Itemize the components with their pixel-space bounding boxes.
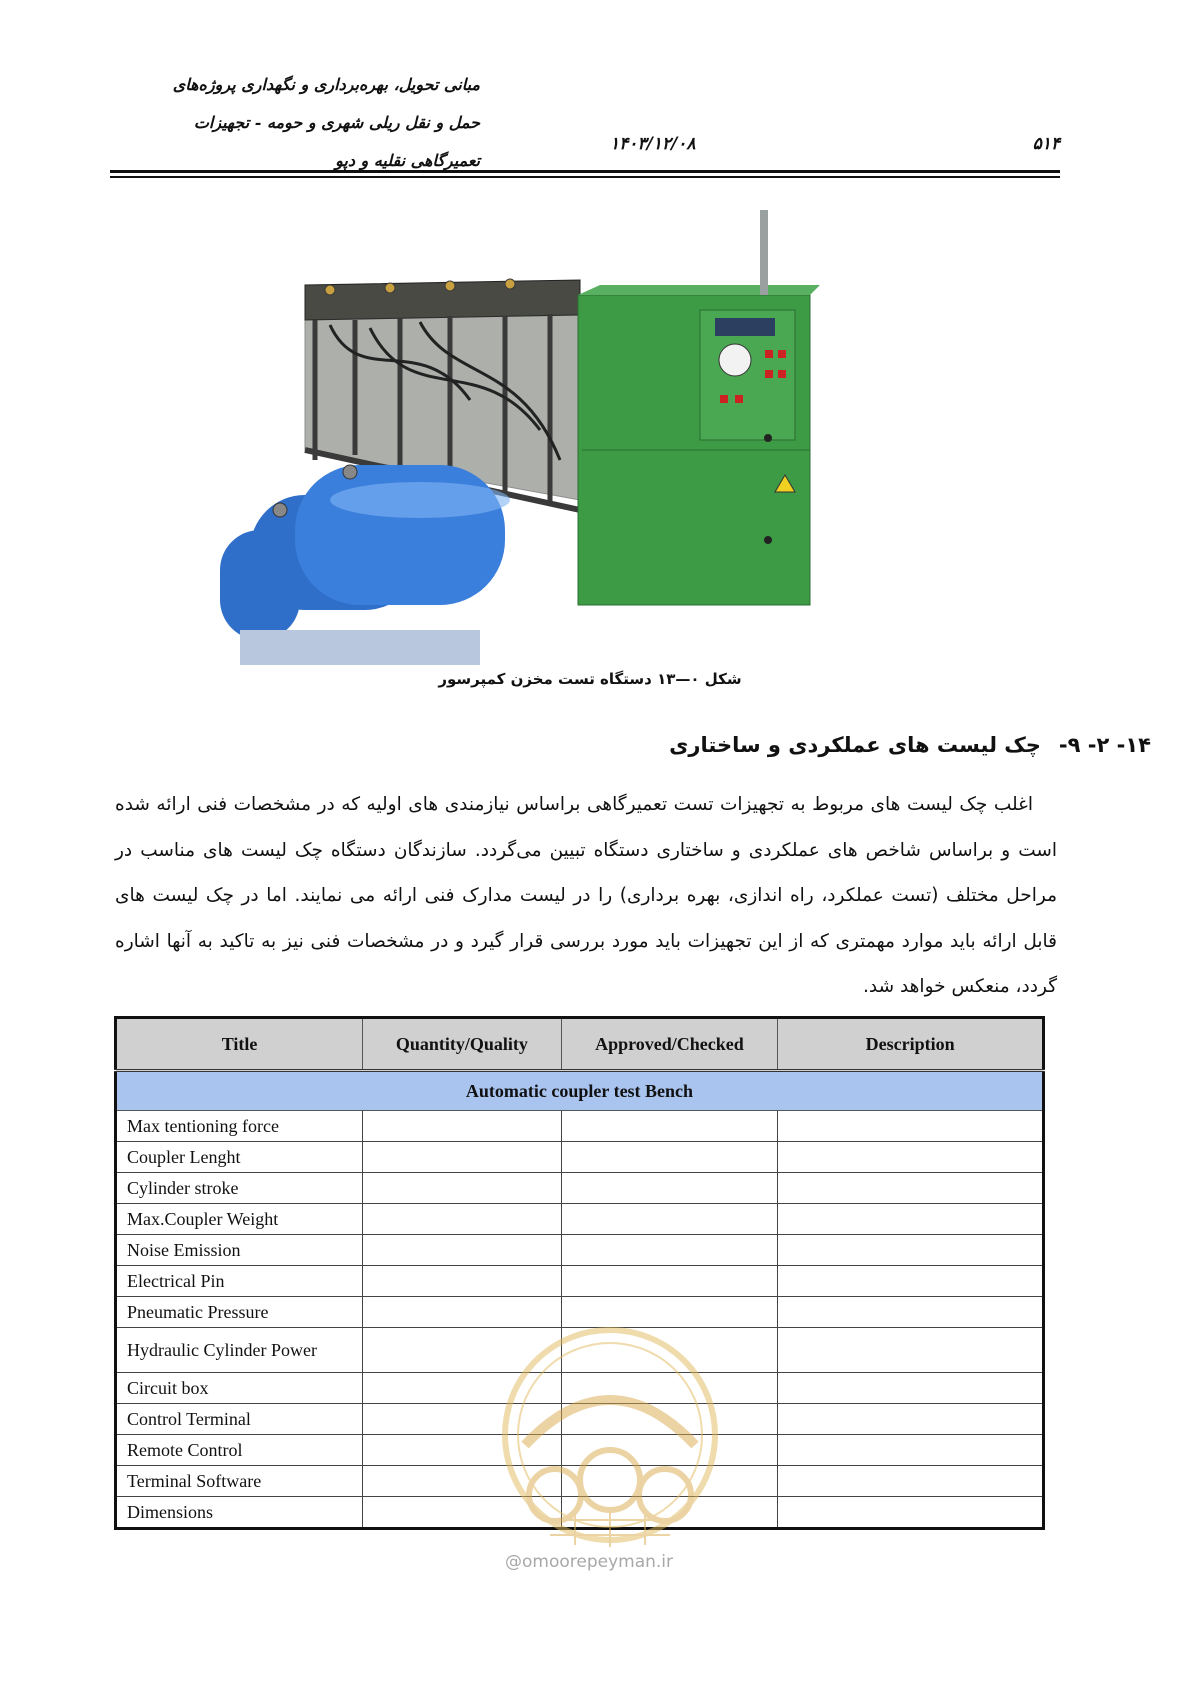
body-paragraph xyxy=(115,782,1057,1010)
row-description[interactable] xyxy=(778,1328,1044,1373)
row-title: Pneumatic Pressure xyxy=(116,1297,363,1328)
row-title: Dimensions xyxy=(116,1497,363,1529)
row-approved-checked[interactable] xyxy=(561,1266,778,1297)
row-title: Circuit box xyxy=(116,1373,363,1404)
header-approved-checked: Approved/Checked xyxy=(561,1018,778,1071)
row-description[interactable] xyxy=(778,1404,1044,1435)
row-approved-checked[interactable] xyxy=(561,1235,778,1266)
table-row xyxy=(116,1266,1044,1297)
seal-icon xyxy=(485,1315,735,1555)
row-description[interactable] xyxy=(778,1111,1044,1142)
air-tanks xyxy=(220,465,510,665)
header-quantity-quality: Quantity/Quality xyxy=(363,1018,562,1071)
figure-illustration xyxy=(220,210,890,665)
row-description[interactable] xyxy=(778,1297,1044,1328)
row-approved-checked[interactable] xyxy=(561,1173,778,1204)
section-title: چک لیست های عملکردی و ساختاری xyxy=(669,733,1041,757)
table-row xyxy=(116,1173,1044,1204)
row-quantity-quality[interactable] xyxy=(363,1266,562,1297)
page-number: ۵۱۴ xyxy=(1032,134,1060,154)
row-description[interactable] xyxy=(778,1435,1044,1466)
row-title: Noise Emission xyxy=(116,1235,363,1266)
page-header xyxy=(110,58,1060,188)
row-description[interactable] xyxy=(778,1497,1044,1529)
table-header-row xyxy=(116,1018,1044,1071)
row-title: Hydraulic Cylinder Power xyxy=(116,1328,363,1373)
paragraph-text: اغلب چک لیست های مربوط به تجهیزات تست تعمیرگاهی براساس نیازمندی های اولیه که در مشخصات فنی ارائه شده است و براساس شاخص های عملکردی و ساختاری دستگاه تبیین می‌گردد. سازندگان دستگاه چک لیست های مناسب در مراحل مختلف (تست عملکرد، راه اندازی، بهره برداری) را در لیست مدارک فنی ارائه می نمایند. اما در چک لیست های قابل ارائه باید موارد مهمتری که از این تجهیزات باید مورد بررسی قرار گیرد و در مشخصات فنی نیز به تاکید به آنها اشاره گردد، منعکس خواهد شد. xyxy=(115,794,1057,997)
figure-compressor-tank-tester xyxy=(220,210,890,665)
row-description[interactable] xyxy=(778,1173,1044,1204)
row-quantity-quality[interactable] xyxy=(363,1111,562,1142)
group-title: Automatic coupler test Bench xyxy=(116,1071,1044,1111)
control-cabinet xyxy=(578,210,820,605)
header-title xyxy=(60,66,480,180)
header-rule-secondary xyxy=(110,176,1060,178)
header-title-line-3: تعمیرگاهی نقلیه و دپو xyxy=(335,151,480,170)
figure-caption: شکل ۰—۱۳ دستگاه تست مخزن کمپرسور xyxy=(438,670,742,688)
row-quantity-quality[interactable] xyxy=(363,1173,562,1204)
row-title: Remote Control xyxy=(116,1435,363,1466)
row-title: Max tentioning force xyxy=(116,1111,363,1142)
watermark-logo xyxy=(485,1315,735,1555)
row-title: Max.Coupler Weight xyxy=(116,1204,363,1235)
section-number: ۱۴- ۲- ۹- xyxy=(1058,733,1151,757)
row-title: Coupler Lenght xyxy=(116,1142,363,1173)
row-quantity-quality[interactable] xyxy=(363,1235,562,1266)
row-quantity-quality[interactable] xyxy=(363,1204,562,1235)
row-approved-checked[interactable] xyxy=(561,1142,778,1173)
row-quantity-quality[interactable] xyxy=(363,1142,562,1173)
row-title: Electrical Pin xyxy=(116,1266,363,1297)
header-rule xyxy=(110,170,1060,173)
watermark-url: @omoorepeyman.ir xyxy=(505,1552,674,1572)
table-row xyxy=(116,1142,1044,1173)
row-description[interactable] xyxy=(778,1466,1044,1497)
header-description: Description xyxy=(778,1018,1044,1071)
row-title: Terminal Software xyxy=(116,1466,363,1497)
row-description[interactable] xyxy=(778,1373,1044,1404)
table-row xyxy=(116,1235,1044,1266)
row-description[interactable] xyxy=(778,1235,1044,1266)
table-row xyxy=(116,1204,1044,1235)
row-title: Cylinder stroke xyxy=(116,1173,363,1204)
group-row xyxy=(116,1071,1044,1111)
row-description[interactable] xyxy=(778,1142,1044,1173)
header-title-line-2: حمل و نقل ریلی شهری و حومه - تجهیزات xyxy=(193,113,480,132)
row-approved-checked[interactable] xyxy=(561,1204,778,1235)
header-date: ۱۴۰۳/۱۲/۰۸ xyxy=(610,134,696,154)
table-row xyxy=(116,1111,1044,1142)
row-description[interactable] xyxy=(778,1204,1044,1235)
row-approved-checked[interactable] xyxy=(561,1111,778,1142)
row-title: Control Terminal xyxy=(116,1404,363,1435)
header-title: Title xyxy=(116,1018,363,1071)
row-description[interactable] xyxy=(778,1266,1044,1297)
header-title-line-1: مبانی تحویل، بهره‌برداری و نگهداری پروژه‌های xyxy=(172,75,480,94)
section-heading xyxy=(669,733,1151,757)
